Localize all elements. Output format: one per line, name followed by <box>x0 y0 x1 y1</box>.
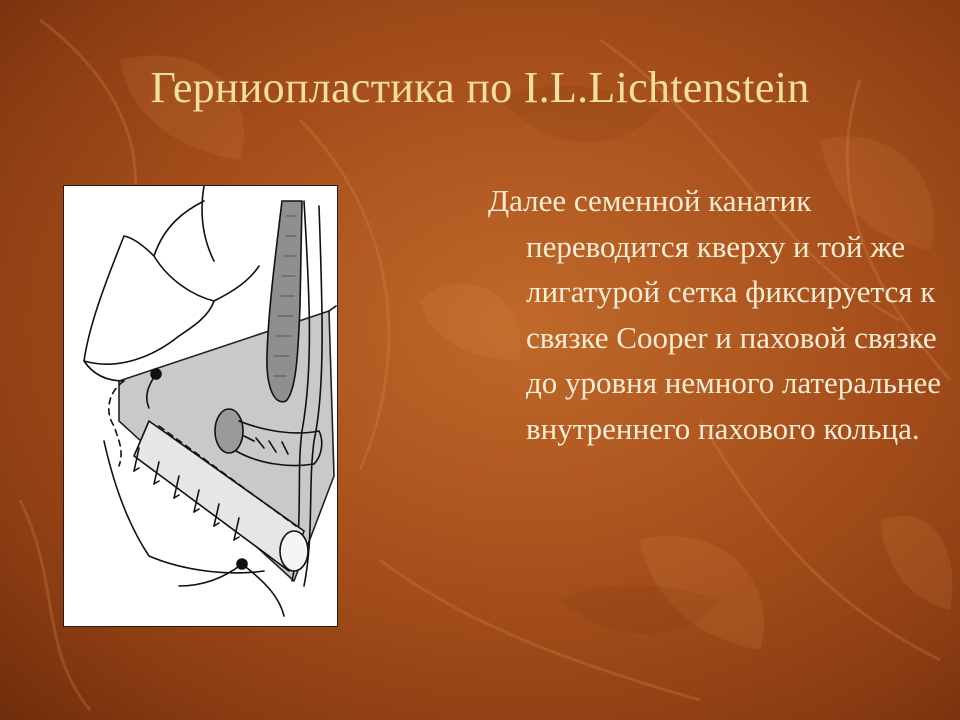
slide-title: Герниопластика по I.L.Lichtenstein <box>150 63 810 112</box>
surgical-illustration <box>63 185 338 627</box>
slide-body-text: Далее семенной канатик переводится кверху и той же лигатурой сетка фиксируется к связке Cooper и паховой связке до уровня немного латеральнее внутреннего пахового кольца. <box>488 183 941 446</box>
surgical-diagram <box>64 186 337 626</box>
